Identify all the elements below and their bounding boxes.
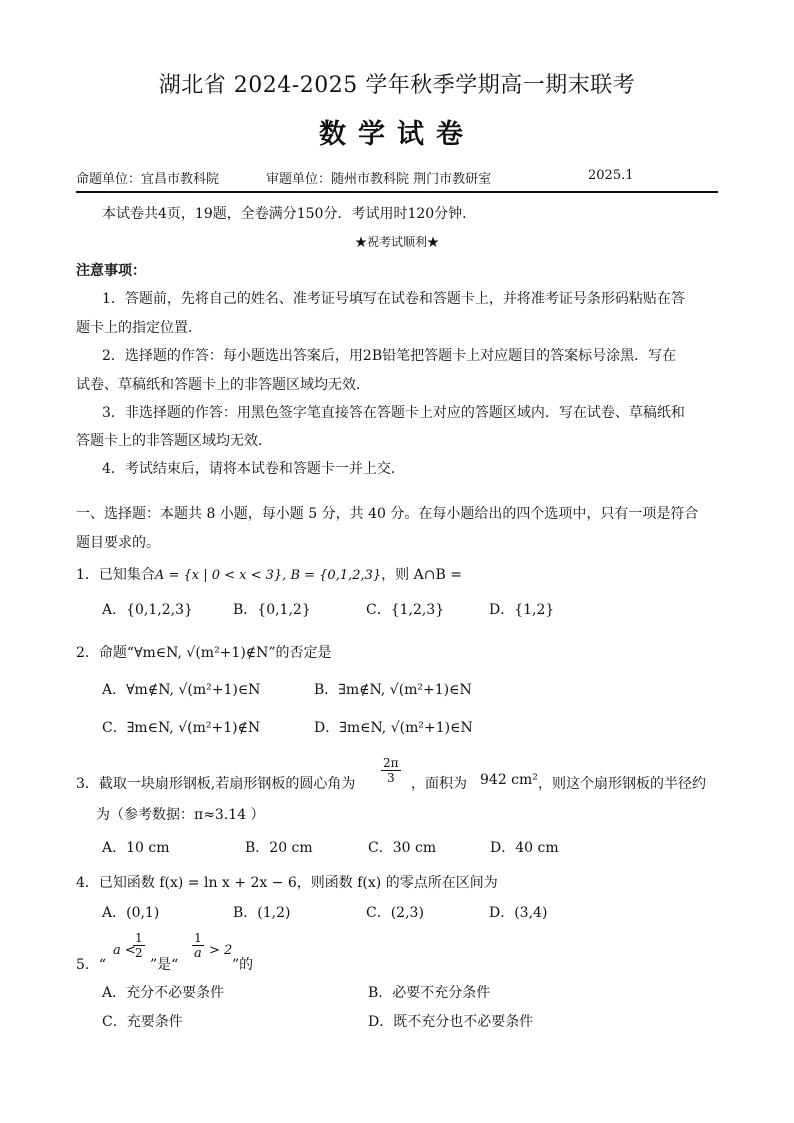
- q3-option-d: D．40 cm: [490, 840, 559, 856]
- note-line: 答题卡上的非答题区域均无效．: [76, 433, 272, 449]
- exam-title: 湖北省 2024-2025 学年秋季学期高一期末联考: [158, 73, 636, 98]
- q1-expr: A = {x | 0 < x < 3}, B = {0,1,2,3}: [154, 568, 382, 583]
- q2-option-d: D．∃m∈N, √(m²+1)∈N: [314, 720, 473, 736]
- q1-option-c: C．{1,2,3}: [366, 602, 445, 618]
- reviewer-text: 审题单位：随州市教科院 荆门市教研室: [266, 172, 492, 187]
- exam-summary: 本试卷共4页，19题，全卷满分150分．考试用时120分钟．: [102, 206, 477, 222]
- q3-stem-c: ，则这个扇形钢板的半径约: [538, 776, 706, 792]
- q3-stem-b: ，面积为: [411, 776, 467, 792]
- note-line: 3．非选择题的作答：用黑色签字笔直接答在答题卡上对应的答题区域内．写在试卷、草稿纸和: [102, 405, 685, 421]
- q5-right: > 2: [209, 943, 233, 958]
- q5-recip-den: a: [194, 946, 202, 961]
- q5-recip-num: 1: [192, 931, 204, 946]
- q5-mid: ”是“: [150, 957, 179, 973]
- question-3-stem: [76, 775, 355, 793]
- q3-option-c: C．30 cm: [368, 840, 437, 856]
- q1-stem-text: 1．已知集合: [76, 567, 155, 583]
- question-2-stem: 2．命题“∀m∈N, √(m²+1)∉N”的否定是: [76, 645, 332, 661]
- q4-option-b: B．(1,2): [233, 905, 291, 921]
- q5-option-d: D．既不充分也不必要条件: [368, 1014, 534, 1030]
- q5-option-a: A．充分不必要条件: [102, 985, 225, 1001]
- q4-option-a: A．(0,1): [102, 905, 160, 921]
- question-5-prefix: 5．“: [76, 957, 107, 973]
- section-heading: 一、选择题：本题共 8 小题，每小题 5 分，共 40 分。在每小题给出的四个选项中，只有一项是符合: [76, 506, 699, 522]
- date-text: 2025.1: [588, 168, 634, 183]
- question-4-stem: 4．已知函数 f(x) = ln x + 2x − 6，则函数 f(x) 的零点所在区间为: [76, 875, 498, 891]
- note-line: 4．考试结束后，请将本试卷和答题卡一并上交．: [102, 461, 405, 477]
- q5-option-c: C．充要条件: [102, 1014, 183, 1030]
- q1-option-d: D．{1,2}: [489, 602, 555, 618]
- q3-angle-den: 3: [386, 771, 395, 785]
- q3-stem-d: 为（参考数据：π≈3.14 ）: [96, 807, 265, 823]
- proposer-text: 命题单位：宜昌市教科院: [76, 172, 220, 187]
- q1-option-a: A．{0,1,2,3}: [102, 602, 193, 618]
- q4-option-c: C．(2,3): [366, 905, 424, 921]
- q5-half-fraction: [133, 931, 145, 960]
- q5-suffix: ”的: [232, 957, 254, 973]
- section-heading-cont: 题目要求的。: [76, 535, 160, 551]
- exam-subtitle: 数学试卷: [319, 119, 475, 150]
- q5-half-den: 2: [135, 946, 143, 960]
- note-line: 试卷、草稿纸和答题卡上的非答题区域均无效．: [76, 377, 370, 393]
- q3-angle-num: 2π: [383, 756, 399, 770]
- q3-angle-fraction: [381, 756, 401, 785]
- q3-stem-a: 3．截取一块扇形钢板,若扇形钢板的圆心角为: [76, 776, 356, 792]
- q3-area: 942 cm²: [480, 772, 538, 788]
- q4-option-d: D．(3,4): [489, 905, 548, 921]
- q5-option-b: B．必要不充分条件: [368, 985, 491, 1001]
- q2-option-c: C．∃m∈N, √(m²+1)∉N: [102, 720, 261, 736]
- note-line: 2．选择题的作答：每小题选出答案后，用2B铅笔把答题卡上对应题目的答案标号涂黑．写在: [102, 348, 677, 364]
- q5-half-num: 1: [135, 931, 143, 945]
- q2-option-a: A．∀m∉N, √(m²+1)∈N: [102, 682, 261, 698]
- good-luck-text: ★祝考试顺利★: [354, 235, 439, 249]
- q3-option-b: B．20 cm: [245, 840, 313, 856]
- q3-option-a: A．10 cm: [102, 840, 170, 856]
- q5-left-a: a <: [113, 943, 136, 958]
- note-line: 1．答题前，先将自己的姓名、准考证号填写在试卷和答题卡上，并将准考证号条形码粘贴在答: [102, 291, 685, 307]
- note-line: 题卡上的指定位置．: [76, 320, 202, 336]
- q2-option-b: B．∃m∉N, √(m²+1)∈N: [314, 682, 472, 698]
- q5-recip-fraction: [192, 931, 204, 961]
- q1-option-b: B．{0,1,2}: [233, 602, 311, 618]
- q1-tail: ，则 A∩B =: [381, 567, 462, 583]
- header-divider: [76, 191, 718, 193]
- notes-title: 注意事项：: [76, 263, 146, 279]
- question-1-stem: [76, 566, 462, 585]
